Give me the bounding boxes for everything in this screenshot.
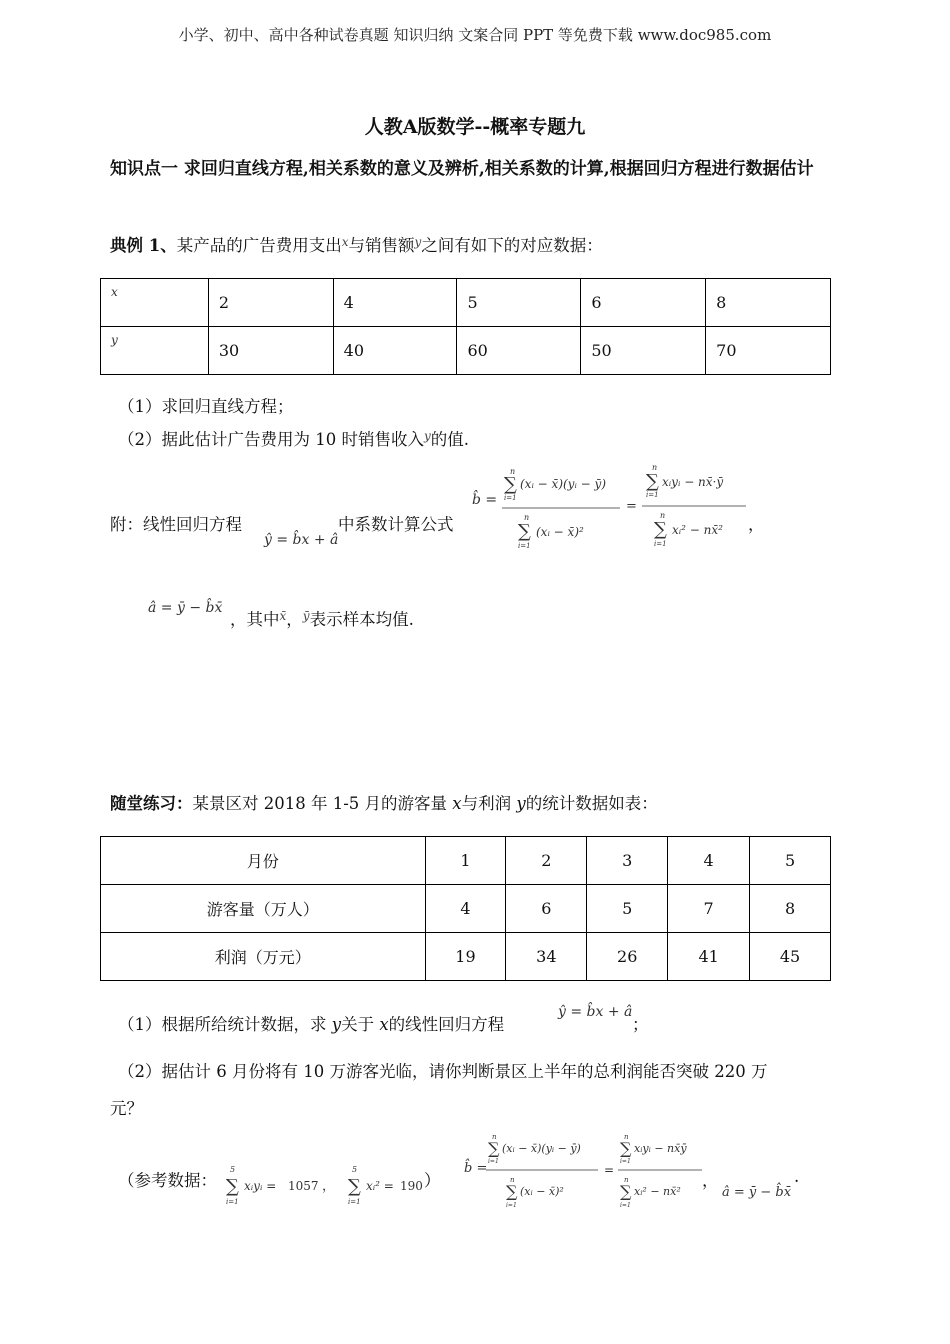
table-cell: 5 bbox=[587, 885, 668, 933]
svg-text:n: n bbox=[510, 467, 516, 476]
table-cell: 2 bbox=[208, 279, 333, 327]
svg-text:=: = bbox=[626, 499, 637, 514]
reference-sums-formula bbox=[224, 1160, 434, 1212]
svg-text:5: 5 bbox=[352, 1165, 358, 1174]
table-cell: 月份 bbox=[101, 837, 426, 885]
table-cell: 30 bbox=[208, 327, 333, 375]
practice-regression-formula bbox=[556, 996, 636, 1026]
svg-text:n: n bbox=[660, 511, 666, 520]
svg-text:i=1: i=1 bbox=[620, 1158, 631, 1165]
svg-text:∑: ∑ bbox=[620, 1139, 632, 1158]
svg-text:∑: ∑ bbox=[646, 471, 659, 492]
reference-close: ） bbox=[424, 1171, 441, 1190]
practice-q1-end: ； bbox=[632, 1015, 649, 1034]
reference-comma: ， bbox=[702, 1171, 719, 1190]
table-cell: 70 bbox=[706, 327, 831, 375]
table-row bbox=[101, 327, 831, 375]
reference-label: （参考数据： bbox=[118, 1171, 217, 1190]
table-cell: 45 bbox=[750, 933, 831, 981]
table-cell: 40 bbox=[333, 327, 457, 375]
svg-text:xᵢ² − nx̄²: xᵢ² − nx̄² bbox=[634, 1185, 681, 1198]
svg-text:â = ȳ − b̂x̄: â = ȳ − b̂x̄ bbox=[722, 1185, 792, 1200]
practice-label: 随堂练习： bbox=[110, 794, 193, 813]
table-cell: 60 bbox=[457, 327, 581, 375]
svg-text:(xᵢ − x̄)(yᵢ − ȳ): (xᵢ − x̄)(yᵢ − ȳ) bbox=[502, 1142, 581, 1155]
svg-text:b̂ =: b̂ = bbox=[472, 492, 498, 508]
practice-intro: 随堂练习：某景区对 2018 年 1-5 月的游客量 x与利润 y的统计数据如表： bbox=[110, 794, 658, 813]
svg-text:xᵢyᵢ − nx̄ȳ: xᵢyᵢ − nx̄ȳ bbox=[634, 1142, 687, 1155]
example1-question-2: （2）据此估计广告费用为 10 时销售收入$^y$的值. bbox=[118, 429, 470, 449]
svg-text:i=1: i=1 bbox=[646, 491, 659, 499]
svg-text:â = ȳ − b̂x̄: â = ȳ − b̂x̄ bbox=[148, 600, 223, 616]
ref-sum1-value: 1057 bbox=[288, 1179, 319, 1193]
example1-table bbox=[100, 278, 831, 375]
table-cell: 50 bbox=[581, 327, 706, 375]
svg-text:n: n bbox=[524, 513, 530, 522]
svg-text:i=1: i=1 bbox=[518, 542, 531, 550]
svg-text:∑: ∑ bbox=[506, 1182, 518, 1201]
mean-x-symbol: x̄ bbox=[279, 609, 287, 623]
svg-text:=: = bbox=[604, 1163, 615, 1177]
table-cell: 4 bbox=[425, 885, 506, 933]
svg-text:(xᵢ − x̄)²: (xᵢ − x̄)² bbox=[520, 1185, 564, 1198]
table-row bbox=[101, 279, 831, 327]
svg-text:n: n bbox=[510, 1176, 515, 1184]
reference-slope-formula bbox=[462, 1130, 707, 1214]
table-cell: 1 bbox=[425, 837, 506, 885]
example1-label: 典例 1、 bbox=[110, 236, 177, 255]
table-cell: x bbox=[101, 279, 209, 327]
svg-text:n: n bbox=[492, 1133, 497, 1141]
table-row bbox=[101, 885, 831, 933]
svg-text:i=1: i=1 bbox=[504, 494, 517, 502]
appendix-text-b: 中系数计算公式 bbox=[338, 515, 454, 534]
svg-text:∑: ∑ bbox=[488, 1139, 500, 1158]
svg-text:(xᵢ − x̄)(yᵢ − ȳ): (xᵢ − x̄)(yᵢ − ȳ) bbox=[520, 477, 607, 491]
svg-text:∑: ∑ bbox=[348, 1176, 361, 1197]
svg-text:n: n bbox=[652, 463, 658, 472]
practice-question-1: （1）根据所给统计数据，求 y关于 x的线性回归方程 bbox=[118, 1015, 505, 1034]
svg-text:xᵢ² =: xᵢ² = bbox=[366, 1179, 394, 1193]
svg-text:∑: ∑ bbox=[654, 519, 667, 540]
example1-intro: 典例 1、某产品的广告费用支出$^x$与销售额$^y$之间有如下的对应数据： bbox=[110, 235, 603, 255]
table-cell: y bbox=[101, 327, 209, 375]
svg-text:i=1: i=1 bbox=[348, 1198, 361, 1206]
table-cell: 5 bbox=[457, 279, 581, 327]
table-cell: 8 bbox=[706, 279, 831, 327]
table-cell: 34 bbox=[506, 933, 587, 981]
svg-text:ŷ = b̂x + â: ŷ = b̂x + â bbox=[264, 532, 339, 548]
svg-text:∑: ∑ bbox=[226, 1176, 239, 1197]
svg-text:i=1: i=1 bbox=[506, 1202, 517, 1209]
svg-text:∑: ∑ bbox=[504, 474, 517, 495]
svg-text:n: n bbox=[624, 1133, 629, 1141]
table-row bbox=[101, 933, 831, 981]
slope-coefficient-formula bbox=[470, 460, 755, 555]
table-cell: 4 bbox=[333, 279, 457, 327]
svg-text:5: 5 bbox=[230, 1165, 236, 1174]
table-cell: 8 bbox=[750, 885, 831, 933]
table-cell: 游客量（万人） bbox=[101, 885, 426, 933]
svg-text:n: n bbox=[624, 1176, 629, 1184]
ref-sum2-value: 190 bbox=[400, 1179, 423, 1193]
intercept-formula bbox=[146, 592, 236, 622]
practice-question-2-cont: 元？ bbox=[110, 1099, 143, 1118]
table-cell: 利润（万元） bbox=[101, 933, 426, 981]
table-cell: 2 bbox=[506, 837, 587, 885]
svg-text:i=1: i=1 bbox=[488, 1158, 499, 1165]
knowledge-point-heading: 知识点一 求回归直线方程,相关系数的意义及辨析,相关系数的计算,根据回归方程进行数据估计 bbox=[110, 159, 814, 179]
svg-text:xᵢ² − nx̄²: xᵢ² − nx̄² bbox=[672, 523, 723, 537]
example1-question-1: （1）求回归直线方程； bbox=[118, 397, 294, 416]
practice-question-2: （2）据估计 6 月份将有 10 万游客光临，请你判断景区上半年的总利润能否突破 220 万 bbox=[118, 1062, 768, 1081]
table-cell: 41 bbox=[668, 933, 750, 981]
table-row bbox=[101, 837, 831, 885]
svg-text:∑: ∑ bbox=[518, 521, 531, 542]
table-cell: 5 bbox=[750, 837, 831, 885]
practice-table bbox=[100, 836, 831, 981]
svg-text:∑: ∑ bbox=[620, 1182, 632, 1201]
appendix-text-a: 附：线性回归方程 bbox=[110, 515, 242, 534]
svg-text:，: ， bbox=[322, 1179, 336, 1194]
reference-period: . bbox=[794, 1167, 800, 1186]
svg-text:xᵢyᵢ =: xᵢyᵢ = bbox=[244, 1179, 277, 1193]
page-title: 人教A版数学--概率专题九 bbox=[364, 116, 586, 138]
svg-text:(xᵢ − x̄)²: (xᵢ − x̄)² bbox=[536, 525, 584, 539]
table-cell: 4 bbox=[668, 837, 750, 885]
reference-intercept-formula bbox=[720, 1176, 796, 1206]
table-cell: 3 bbox=[587, 837, 668, 885]
table-cell: 26 bbox=[587, 933, 668, 981]
appendix-text-2: ，其中$^{x̄}$，$^ȳ$表示样本均值. bbox=[230, 609, 414, 629]
regression-equation-formula bbox=[262, 522, 342, 552]
svg-text:ŷ = b̂x + â: ŷ = b̂x + â bbox=[558, 1004, 633, 1020]
svg-text:i=1: i=1 bbox=[654, 540, 667, 548]
table-cell: 7 bbox=[668, 885, 750, 933]
svg-text:b̂ =: b̂ = bbox=[464, 1161, 488, 1176]
table-cell: 19 bbox=[425, 933, 506, 981]
svg-text:xᵢyᵢ − nx̄·ȳ: xᵢyᵢ − nx̄·ȳ bbox=[662, 475, 724, 489]
mean-y-symbol: ȳ bbox=[302, 609, 310, 623]
appendix-comma: ， bbox=[748, 515, 765, 534]
table-cell: 6 bbox=[581, 279, 706, 327]
table-cell: 6 bbox=[506, 885, 587, 933]
page-header: 小学、初中、高中各种试卷真题 知识归纳 文案合同 PPT 等免费下载 www.doc985.com bbox=[178, 26, 772, 44]
svg-text:i=1: i=1 bbox=[226, 1198, 239, 1206]
svg-text:i=1: i=1 bbox=[620, 1202, 631, 1209]
